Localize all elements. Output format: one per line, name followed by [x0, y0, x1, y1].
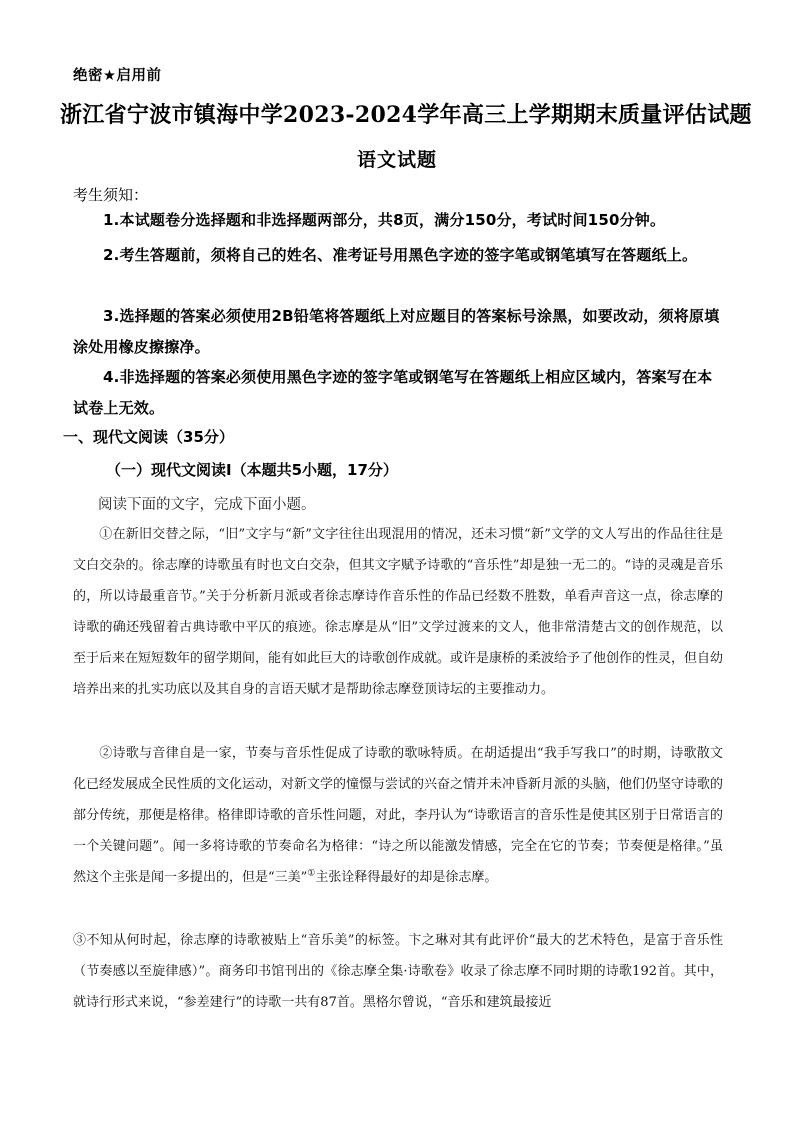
footnote-marker: ①: [307, 868, 316, 879]
passage-paragraph-2-text: ②诗歌与音律自是一家，节奏与音乐性促成了诗歌的歌咏特质。在胡适提出“我手写我口”的时期，诗歌散文化已经发展成全民性质的文化运动，对新文学的憧憬与尝试的兴奋之情并未冲昏新月派的头脑，他们仍坚守诗歌的部分传统，那便是格律。格律即诗歌的音乐性问题，对此，李丹认为“诗歌语言的音乐性是使其区别于日常语言的一个关键问题”。闻一多将诗歌的节奏命名为格律：“诗之所以能激发情感，完全在它的节奏；节奏便是格律。”虽然这个主张是闻一多提出的，但是“三美”: [73, 746, 724, 885]
exam-subtitle: 语文试题: [356, 149, 437, 171]
notice-item-1: [73, 205, 721, 236]
passage-paragraph-2: [73, 738, 723, 893]
notice-heading: 考生须知：: [73, 186, 149, 204]
reading-instruction: 阅读下面的文字，完成下面小题。: [98, 497, 316, 513]
exam-title: 浙江省宁波市镇海中学2023-2024学年高三上学期期末质量评估试题: [60, 102, 752, 128]
notice-item-2: [73, 240, 721, 271]
notice-item-4: [73, 362, 721, 424]
passage-paragraph-1-text: ①在新旧交替之际，“旧”文字与“新”文字往往出现混用的情况，还未习惯“新”文学的文人写出的作品往往是文白交杂的。徐志摩的诗歌虽有时也文白交杂，但其文字赋予诗歌的“音乐性”却是独一无二的。“诗的灵魂是音乐的，所以诗最重音节。”关于分析新月派或者徐志摩诗作音乐性的作品已经数不胜数，单看声音这一点，徐志摩的诗歌的确还残留着古典诗歌中平仄的痕迹。徐志摩是从“旧”文学过渡来的文人，他非常清楚古文的创作规范，以至于后来在短短数年的留学期间，能有如此巨大的诗歌创作成就。或许是康桥的柔波给予了他创作的性灵，但自幼培养出来的扎实功底以及其自身的言语天赋才是帮助徐志摩登顶诗坛的主要推动力。: [73, 527, 724, 697]
passage-paragraph-3: [73, 925, 723, 1018]
notice-item-3: [73, 301, 721, 363]
passage-paragraph-3-text: ③不知从何时起，徐志摩的诗歌被贴上“音乐美”的标签。卞之琳对其有此评价“最大的艺术特色，是富于音乐性（节奏感以至旋律感）”。商务印书馆刊出的《徐志摩全集·诗歌卷》收录了徐志摩不同时期的诗歌192首。其中，就诗行形式来说，“参差建行”的诗歌一共有87首。黑格尔曾说，“音乐和建筑最接近: [73, 933, 723, 1010]
passage-paragraph-1: [73, 519, 723, 705]
section-heading: 一、现代文阅读（35分）: [63, 428, 234, 446]
notice-item-1-text: 1.本试题卷分选择题和非选择题两部分，共8页，满分150分，考试时间150分钟。: [103, 211, 666, 229]
notice-item-3-text: 3.选择题的答案必须使用2B铅笔将答题纸上对应题目的答案标号涂黑，如要改动，须将原填涂处用橡皮擦擦净。: [73, 307, 720, 356]
confidential-label: 绝密★启用前: [73, 68, 162, 84]
notice-item-2-text: 2.考生答题前，须将自己的姓名、准考证号用黑色字迹的签字笔或钢笔填写在答题纸上。: [103, 246, 698, 264]
notice-item-4-text: 4.非选择题的答案必须使用黑色字迹的签字笔或钢笔写在答题纸上相应区域内，答案写在本试卷上无效。: [73, 368, 713, 417]
subsection-heading: （一）现代文阅读Ⅰ（本题共5小题，17分）: [106, 461, 398, 479]
passage-paragraph-2-tail: 主张诠释得最好的却是徐志摩。: [315, 870, 498, 885]
